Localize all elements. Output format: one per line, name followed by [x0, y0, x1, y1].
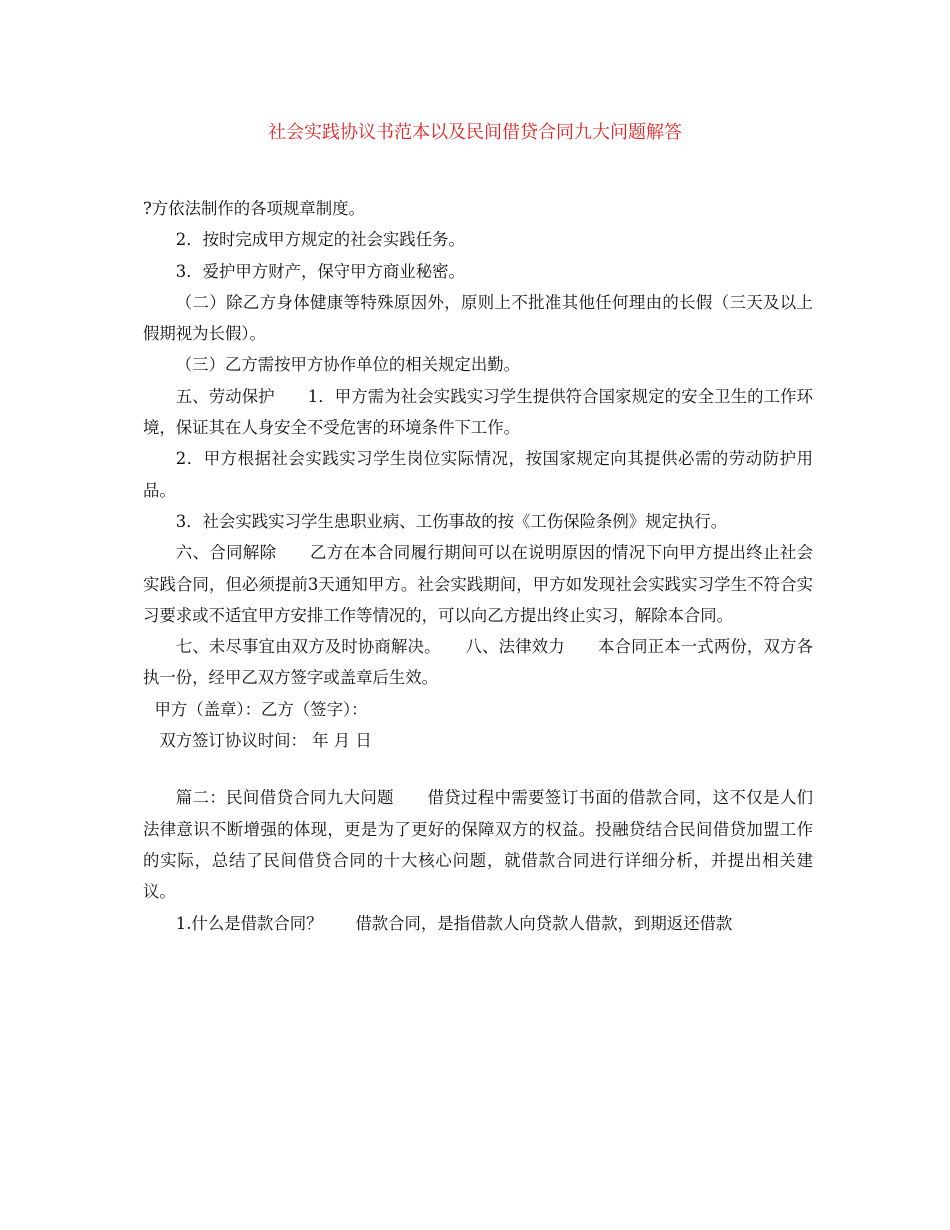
paragraph-leave-policy: （二）除乙方身体健康等特殊原因外，原则上不批准其他任何理由的长假（三天及以上假期视为长假）。 — [143, 292, 813, 344]
paragraph-protective-equipment: 2．甲方根据社会实践实习学生岗位实际情况，按国家规定向其提供必需的劳动防护用品。 — [143, 449, 813, 500]
paragraph-legal-effect: 七、未尽事宜由双方及时协商解决。 八、法律效力 本合同正本一式两份，双方各执一份，经甲乙双方签字或盖章后生效。 — [143, 637, 813, 688]
paragraph-task-completion: 2．按时完成甲方规定的社会实践任务。 — [175, 230, 465, 250]
paragraph-rules-continuation: ?方依法制作的各项规章制度。 — [143, 199, 365, 218]
paragraph-labor-protection: 五、劳动保护 1．甲方需为社会实践实习学生提供符合国家规定的安全卫生的工作环境，保证其在人身安全不受危害的环境条件下工作。 — [143, 386, 813, 438]
paragraph-injury-insurance: 3．社会实践实习学生患职业病、工伤事故的按《工伤保险条例》规定执行。 — [175, 511, 728, 531]
paragraph-contract-termination: 六、合同解除 乙方在本合同履行期间可以在说明原因的情况下向甲方提出终止社会实践合同，但必须提前3天通知甲方。社会实践期间，甲方如发现社会实践实习学生不符合实习要求或不适宜甲方安排工作等情况的，可以向乙方提出终止实习，解除本合同。 — [143, 543, 813, 625]
paragraph-part-two-intro: 篇二：民间借贷合同九大问题 借贷过程中需要签订书面的借款合同，这不仅是人们法律意识不断增强的体现，更是为了更好的保障双方的权益。投融贷结合民间借贷加盟工作的实际，总结了民间借贷合同的十大核心问题，就借款合同进行详细分析，并提出相关建议。 — [143, 788, 813, 902]
paragraph-property-secrets: 3．爱护甲方财产，保守甲方商业秘密。 — [175, 261, 465, 281]
document-body — [143, 193, 813, 939]
paragraph-what-is-loan-contract: 1.什么是借款合同？ 借款合同，是指借款人向贷款人借款，到期返还借款 — [175, 913, 733, 933]
signature-line: 甲方（盖章）：乙方（签字）： — [154, 699, 368, 719]
paragraph-attendance: （三）乙方需按甲方协作单位的相关规定出勤。 — [175, 355, 520, 375]
document-title: 社会实践协议书范本以及民间借贷合同九大问题解答 — [268, 122, 682, 143]
section-spacer — [143, 756, 813, 782]
signing-date-line: 双方签订协议时间： 年 月 日 — [159, 731, 372, 751]
